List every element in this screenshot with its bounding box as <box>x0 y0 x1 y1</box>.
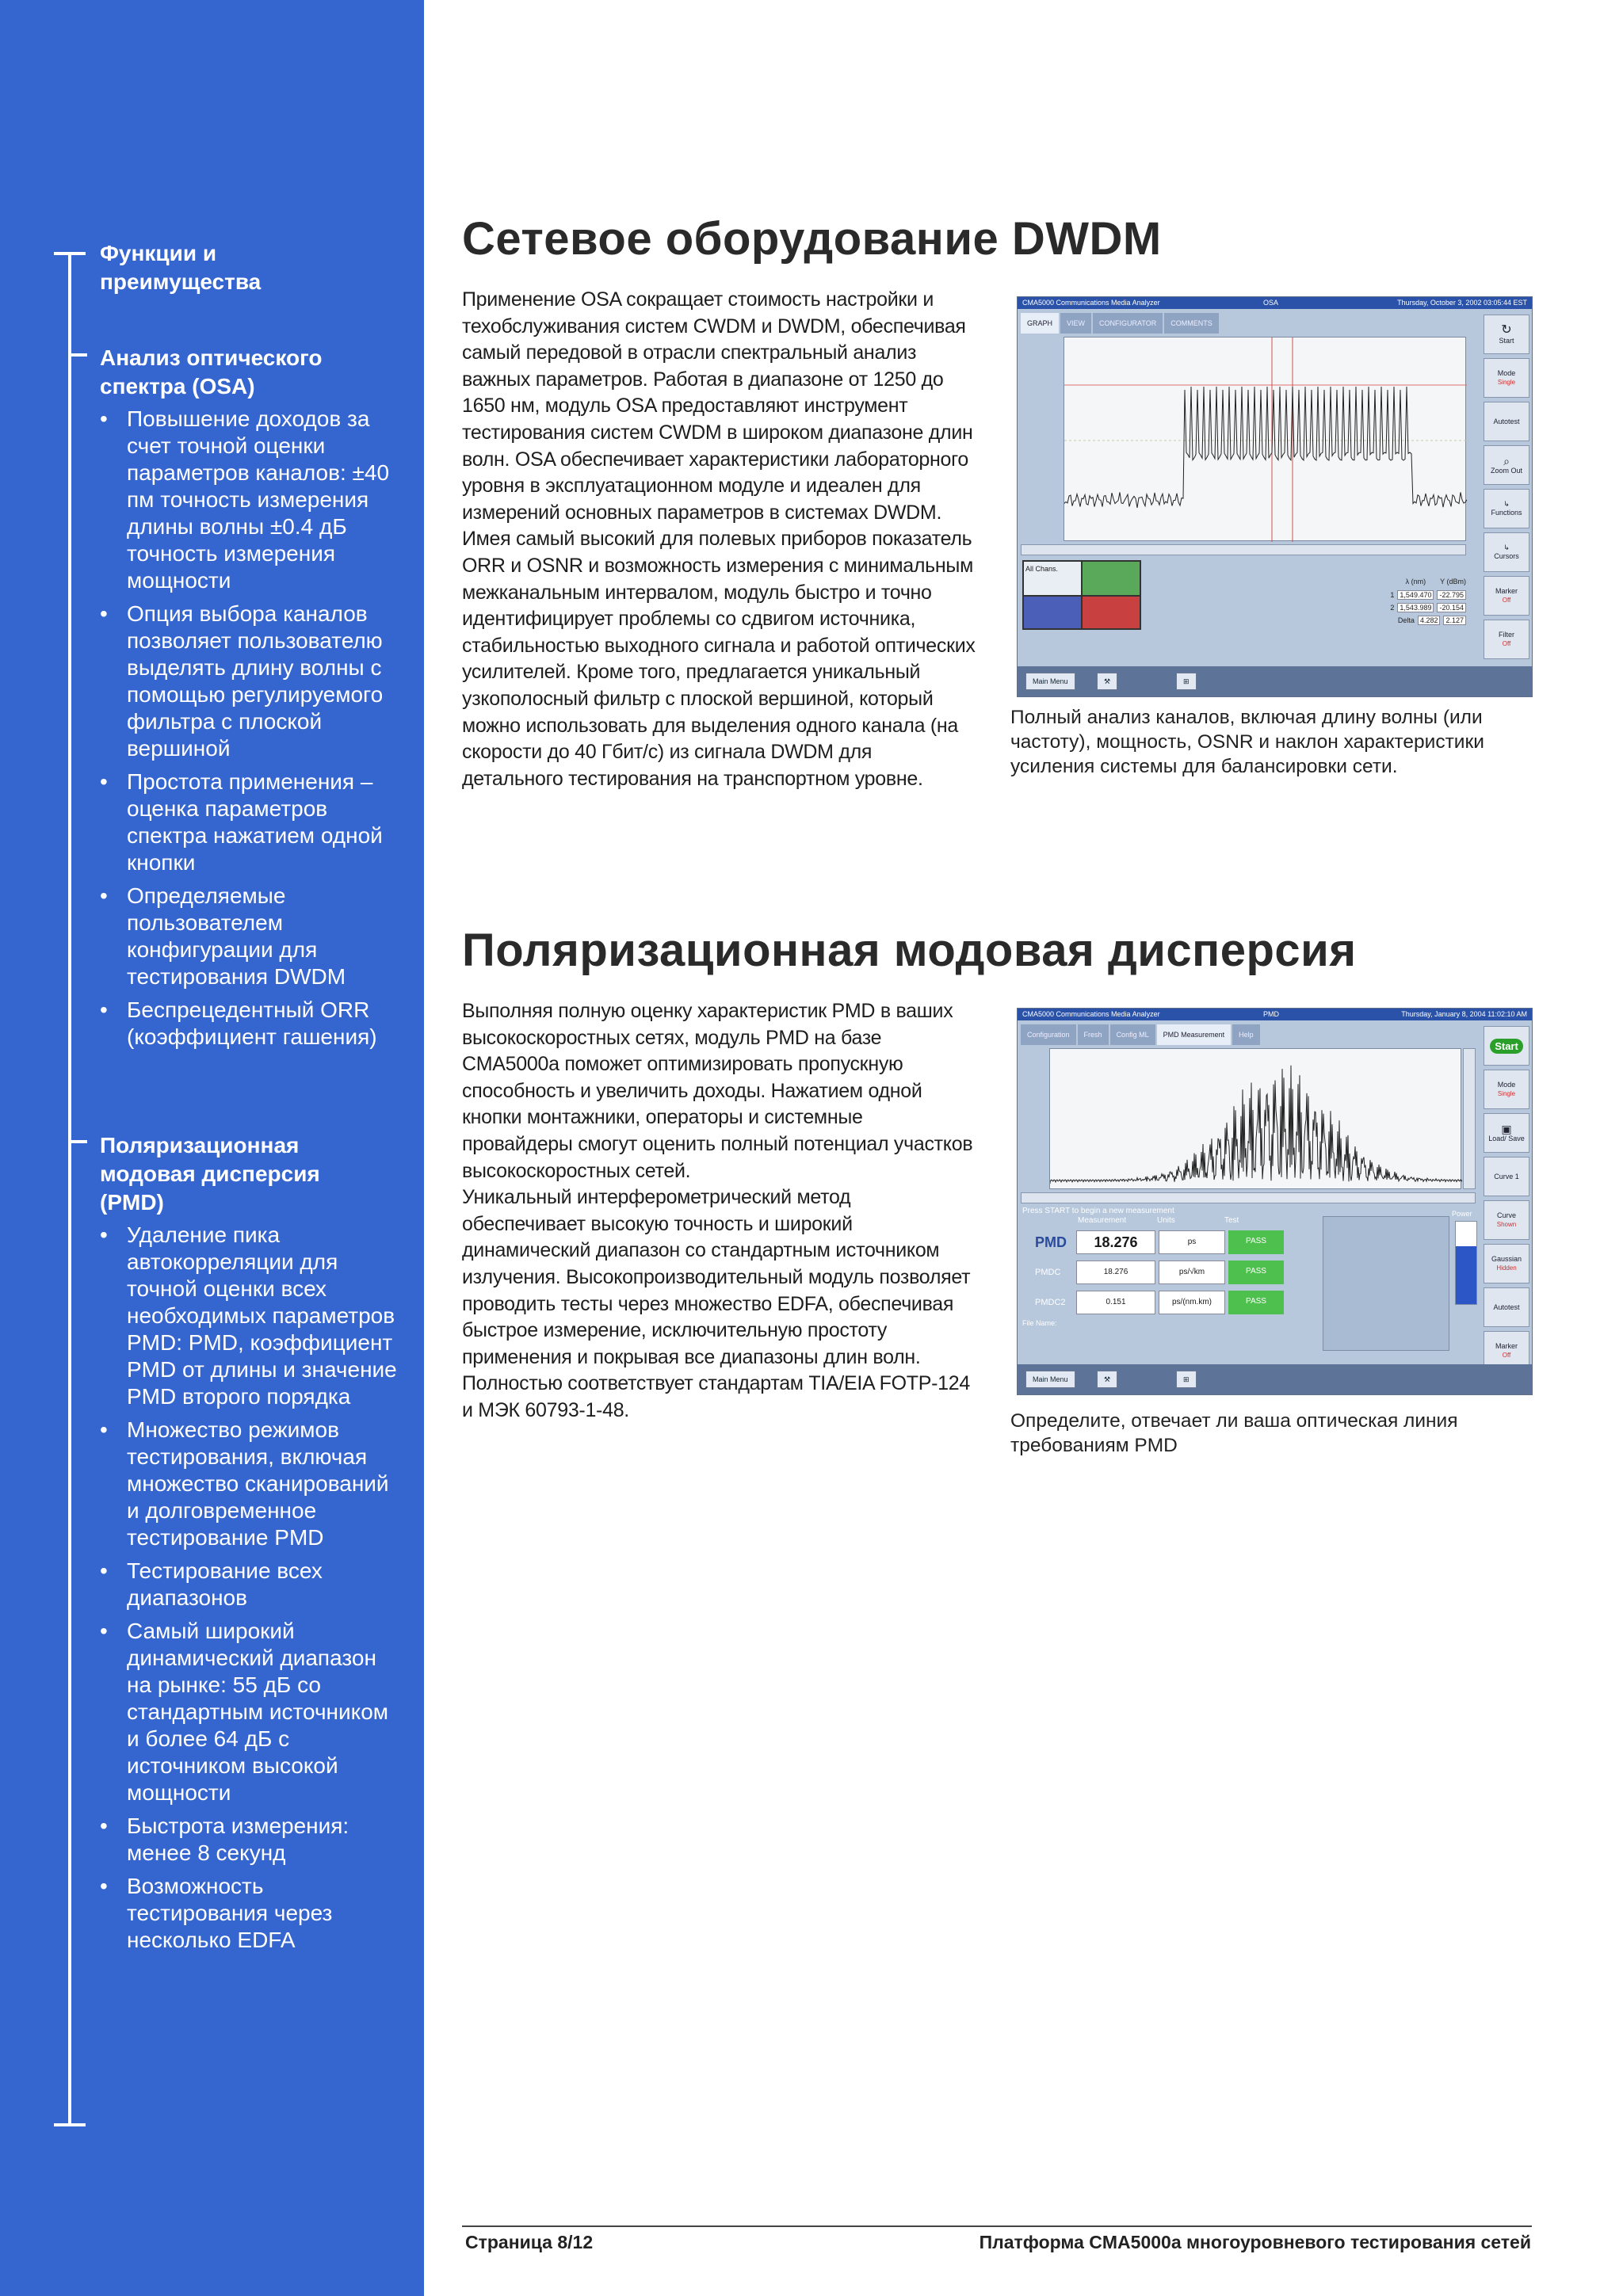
button-sub-label: Hidden <box>1496 1264 1517 1272</box>
page-number: Страница 8/12 <box>465 2232 594 2252</box>
table-header: λ (nm) <box>1405 578 1426 585</box>
tab-fresh[interactable]: Fresh <box>1078 1024 1109 1045</box>
table-cell: 2.127 <box>1443 616 1466 625</box>
section-title-dwdm: Сетевое оборудование DWDM <box>462 213 1162 265</box>
save-icon: ▣ <box>1501 1122 1512 1135</box>
table-cell: 0.151 <box>1076 1291 1155 1314</box>
table-header: Y (dBm) <box>1440 578 1466 585</box>
table-cell: 4.282 <box>1418 616 1441 625</box>
table-cell: 1,549.470 <box>1397 590 1434 600</box>
channel-cell[interactable] <box>1083 597 1140 628</box>
screen-titlebar <box>1018 297 1532 309</box>
sidebar-heading: Анализ оптического спектра (OSA) <box>100 345 323 399</box>
start-button[interactable] <box>1484 315 1529 354</box>
channel-cell[interactable] <box>1083 562 1140 595</box>
tab-comments[interactable]: COMMENTS <box>1164 313 1219 334</box>
table-row <box>1022 1257 1323 1287</box>
tab-configurator[interactable]: CONFIGURATOR <box>1093 313 1163 334</box>
table-row <box>1366 589 1466 601</box>
button-sub-label: Off <box>1502 1352 1511 1359</box>
grid-icon[interactable]: ⊞ <box>1176 673 1197 690</box>
mode-button[interactable] <box>1484 1070 1529 1109</box>
button-label: Filter <box>1499 631 1514 639</box>
table-cell: PMDC <box>1035 1268 1061 1277</box>
table-cell: PMD <box>1035 1234 1067 1250</box>
sidebar-section-osa <box>100 344 401 1057</box>
mode-label: OSA <box>1263 299 1279 307</box>
tab-config-ml[interactable]: Config ML <box>1110 1024 1155 1045</box>
button-label: Gaussian <box>1491 1255 1522 1263</box>
sidebar <box>0 0 424 2296</box>
table-cell: ps/√km <box>1159 1261 1225 1284</box>
marker-button[interactable] <box>1484 576 1529 616</box>
load-save-button[interactable] <box>1484 1113 1529 1153</box>
caption-pmd: Определите, отвечает ли ваша оптическая линия требованиям PMD <box>1010 1410 1458 1456</box>
paragraph: Выполняя полную оценку характеристик PMD в ваших высокоскоростных сетях, модуль PMD на базе CMA5000a поможет оптимизировать пропускную способность и увеличить доходы. Нажатием одной кнопки монтажники, операторы и системные провайдеры смогут оценить полный потенциал участков высокоскоростных сетей. <box>462 1000 973 1182</box>
button-label: Marker <box>1495 587 1518 595</box>
button-sub-label: Shown <box>1496 1221 1517 1228</box>
sidebar-section-features <box>100 239 401 296</box>
screen-tabs <box>1021 1024 1260 1045</box>
table-cell: 18.276 <box>1076 1261 1155 1284</box>
paragraph: Применение OSA сокращает стоимость настройки и техобслуживания систем CWDM и DWDM, обеспечивая самый передовой в отрасли спектральный анализ важных параметров. Работая в диапазоне от 1250 до 1650 нм, модуль OSA предоставляют инструмент тестирования систем CWDM в широком диапазоне длин волн. OSA обеспечивает характеристики лабораторного уровня в эксплуатационном модуле и идеален для измерений основных параметров в системах DWDM. <box>462 288 973 524</box>
autotest-button[interactable] <box>1484 402 1529 441</box>
table-header: Measurement <box>1078 1216 1127 1225</box>
arrow-icon: ↳ <box>1503 543 1510 551</box>
status-badge: PASS <box>1228 1291 1284 1314</box>
interferogram-plot <box>1049 1048 1461 1189</box>
window-title: CMA5000 Communications Media Analyzer <box>1022 1010 1160 1018</box>
table-cell: Delta <box>1397 616 1415 624</box>
tab-view[interactable]: VIEW <box>1060 313 1091 334</box>
button-label: Mode <box>1497 1081 1516 1089</box>
main-menu-button[interactable]: Main Menu <box>1025 1371 1075 1388</box>
button-label: Mode <box>1497 369 1516 377</box>
sidebar-rule-bottom <box>54 2123 86 2126</box>
sidebar-list <box>100 1222 401 1954</box>
list-item: • Опция выбора каналов позволяет пользователю выделять длину волны с помощью регулируемого фильтра с плоской вершиной <box>100 601 401 762</box>
status-badge: PASS <box>1228 1261 1284 1284</box>
start-button[interactable] <box>1484 1026 1529 1066</box>
button-sub-label: Off <box>1502 640 1511 647</box>
spectrum-trace <box>1064 338 1467 542</box>
table-cell: ps <box>1159 1230 1225 1254</box>
table-row <box>1366 601 1466 614</box>
list-item: • Удаление пика автокорреляции для точной оценки всех необходимых параметров PMD: PMD, коэффициент PMD от длины и значение PMD второго порядка <box>100 1222 401 1410</box>
channel-grid <box>1022 560 1141 630</box>
list-item: • Возможность тестирования через несколько EDFA <box>100 1873 401 1954</box>
channel-cell[interactable]: All Chans. <box>1024 562 1081 595</box>
button-label: Autotest <box>1493 1302 1520 1311</box>
sidebar-list <box>100 406 401 1051</box>
section-body-dwdm <box>462 287 977 792</box>
tools-icon[interactable]: ⚒ <box>1097 1371 1117 1388</box>
curve-button[interactable] <box>1484 1200 1529 1240</box>
list-item: • Определяемые пользователем конфигурации для тестирования DWDM <box>100 883 401 990</box>
file-label: File Name: <box>1022 1319 1057 1327</box>
channel-cell[interactable] <box>1024 597 1081 628</box>
button-label: Curve <box>1496 1211 1516 1219</box>
button-label: Cursors <box>1494 552 1519 560</box>
caption-osa: Полный анализ каналов, включая длину волны (или частоту), мощность, OSNR и наклон характеристики усиления системы для балансировки сети. <box>1010 707 1484 777</box>
table-cell: 1,543.989 <box>1397 603 1434 612</box>
marker-table <box>1366 578 1466 627</box>
pmd-screenshot <box>1017 1008 1533 1395</box>
status-badge: PASS <box>1228 1230 1284 1254</box>
zoom-out-button[interactable] <box>1484 445 1529 485</box>
button-sub-label: Single <box>1497 1090 1516 1097</box>
window-title: CMA5000 Communications Media Analyzer <box>1022 299 1160 307</box>
table-header: Test <box>1224 1216 1239 1225</box>
screen-bottom-bar <box>1018 666 1532 696</box>
button-label: Functions <box>1491 509 1522 517</box>
sidebar-tick <box>68 353 87 357</box>
horizontal-scrollbar[interactable] <box>1021 1192 1476 1203</box>
list-item: • Тестирование всех диапазонов <box>100 1558 401 1611</box>
button-label: Zoom Out <box>1490 466 1522 475</box>
button-label: Start <box>1499 336 1514 345</box>
cursors-button[interactable] <box>1484 532 1529 572</box>
paragraph: Имея самый высокий для полевых приборов показатель ORR и OSNR и возможность измерения с минимальным межканальным интервалом, модуль быстро и точно идентифицирует проблемы со сдвигом источника, стабильностью выходного сигнала и работой оптических усилителей. Кроме того, предлагается уникальный узкополосный фильтр с плоской вершиной, который можно использовать для выделения одного канала (на скорости до 40 Гбит/с) из сигнала DWDM для детального тестирования на транспортном уровне. <box>462 528 976 790</box>
results-table <box>1022 1216 1323 1327</box>
autotest-button[interactable] <box>1484 1287 1529 1327</box>
table-cell: 1 <box>1390 591 1395 599</box>
sidebar-section-pmd <box>100 1131 401 1960</box>
tab-configuration[interactable]: Configuration <box>1021 1024 1076 1045</box>
table-cell: 2 <box>1390 604 1395 612</box>
button-label: Marker <box>1495 1342 1518 1350</box>
vertical-scrollbar[interactable] <box>1463 1048 1476 1189</box>
screen-titlebar <box>1018 1009 1532 1020</box>
date-label: Thursday, January 8, 2004 11:02:10 AM <box>1401 1010 1527 1018</box>
details-panel <box>1323 1216 1449 1351</box>
mode-label: PMD <box>1263 1010 1279 1018</box>
list-item: • Быстрота измерения: менее 8 секунд <box>100 1813 401 1867</box>
table-row <box>1366 614 1466 627</box>
horizontal-scrollbar[interactable] <box>1021 544 1466 555</box>
footer-title: Платформа CMA5000a многоуровневого тестирования сетей <box>979 2232 1531 2252</box>
power-gauge <box>1455 1221 1477 1305</box>
list-item: • Беспрецедентный ORR (коэффициент гашения) <box>100 997 401 1051</box>
curve-1-button[interactable] <box>1484 1157 1529 1196</box>
section-body-pmd <box>462 998 977 1425</box>
mode-button[interactable] <box>1484 358 1529 398</box>
power-gauge-fill <box>1456 1246 1476 1304</box>
date-label: Thursday, October 3, 2002 03:05:44 EST <box>1397 299 1527 307</box>
table-cell: ps/(nm.km) <box>1159 1291 1225 1314</box>
tab-pmd-measurement[interactable]: PMD Measurement <box>1157 1024 1232 1045</box>
tab-help[interactable]: Help <box>1232 1024 1260 1045</box>
footer-rule <box>462 2225 1532 2227</box>
list-item: • Повышение доходов за счет точной оценки параметров каналов: ±40 пм точность измерения длины волны ±0.4 дБ точность измерения мощности <box>100 406 401 594</box>
gaussian-button[interactable] <box>1484 1244 1529 1283</box>
functions-button[interactable] <box>1484 489 1529 528</box>
sidebar-heading: Поляризационная модовая дисперсия (PMD) <box>100 1133 320 1215</box>
button-label: Autotest <box>1493 417 1520 425</box>
osa-screenshot <box>1017 296 1533 697</box>
tab-graph[interactable]: GRAPH <box>1021 313 1059 334</box>
sidebar-rule <box>68 254 71 2125</box>
refresh-icon: ↻ <box>1501 322 1512 337</box>
power-label: Power <box>1452 1210 1472 1218</box>
table-row <box>1022 1227 1323 1257</box>
button-sub-label: Single <box>1497 379 1516 386</box>
interferogram-trace <box>1050 1049 1462 1190</box>
grid-icon[interactable]: ⊞ <box>1176 1371 1197 1388</box>
magnifier-icon: ⌕ <box>1503 454 1510 467</box>
table-cell: -22.795 <box>1437 590 1466 600</box>
button-label: Curve 1 <box>1494 1172 1519 1180</box>
side-button-column <box>1484 1026 1529 1371</box>
table-cell: -20.154 <box>1437 603 1466 612</box>
button-sub-label: Off <box>1502 597 1511 604</box>
button-label: Load/ Save <box>1488 1134 1525 1142</box>
screen-tabs <box>1021 313 1219 334</box>
table-header: Units <box>1157 1216 1175 1225</box>
arrow-icon: ↳ <box>1503 500 1510 508</box>
list-item: • Простота применения – оценка параметров спектра нажатием одной кнопки <box>100 769 401 876</box>
table-cell: PMDC2 <box>1035 1298 1066 1307</box>
table-cell: 18.276 <box>1076 1230 1155 1254</box>
sidebar-tick <box>68 1140 87 1143</box>
list-item: • Самый широкий динамический диапазон на рынке: 55 дБ со стандартным источником и более 64 дБ с источником высокой мощности <box>100 1618 401 1806</box>
sidebar-heading: Функции и преимущества <box>100 241 262 294</box>
side-button-column <box>1484 315 1529 659</box>
list-item: • Множество режимов тестирования, включая множество сканирований и долговременное тестирование PMD <box>100 1417 401 1551</box>
filter-button[interactable] <box>1484 620 1529 659</box>
table-row <box>1022 1287 1323 1318</box>
status-text: Press START to begin a new measurement <box>1022 1207 1174 1215</box>
spectrum-plot <box>1064 337 1466 541</box>
section-title-pmd: Поляризационная модовая дисперсия <box>462 925 1357 976</box>
main-menu-button[interactable]: Main Menu <box>1025 673 1075 690</box>
screen-bottom-bar <box>1018 1364 1532 1394</box>
paragraph: Уникальный интерферометрический метод обеспечивает высокую точность и широкий динамический диапазон со стандартным источником излучения. Высокопроизводительный модуль позволяет проводить тесты через множество EDFA, обеспечивая быстрое измерение, исключительную простоту применения и покрывая все диапазоны длин волн. Полностью соответствует стандартам TIA/EIA FOTP-124 и МЭК 60793-1-48. <box>462 1186 971 1421</box>
tools-icon[interactable]: ⚒ <box>1097 673 1117 690</box>
button-label: Start <box>1490 1039 1523 1054</box>
